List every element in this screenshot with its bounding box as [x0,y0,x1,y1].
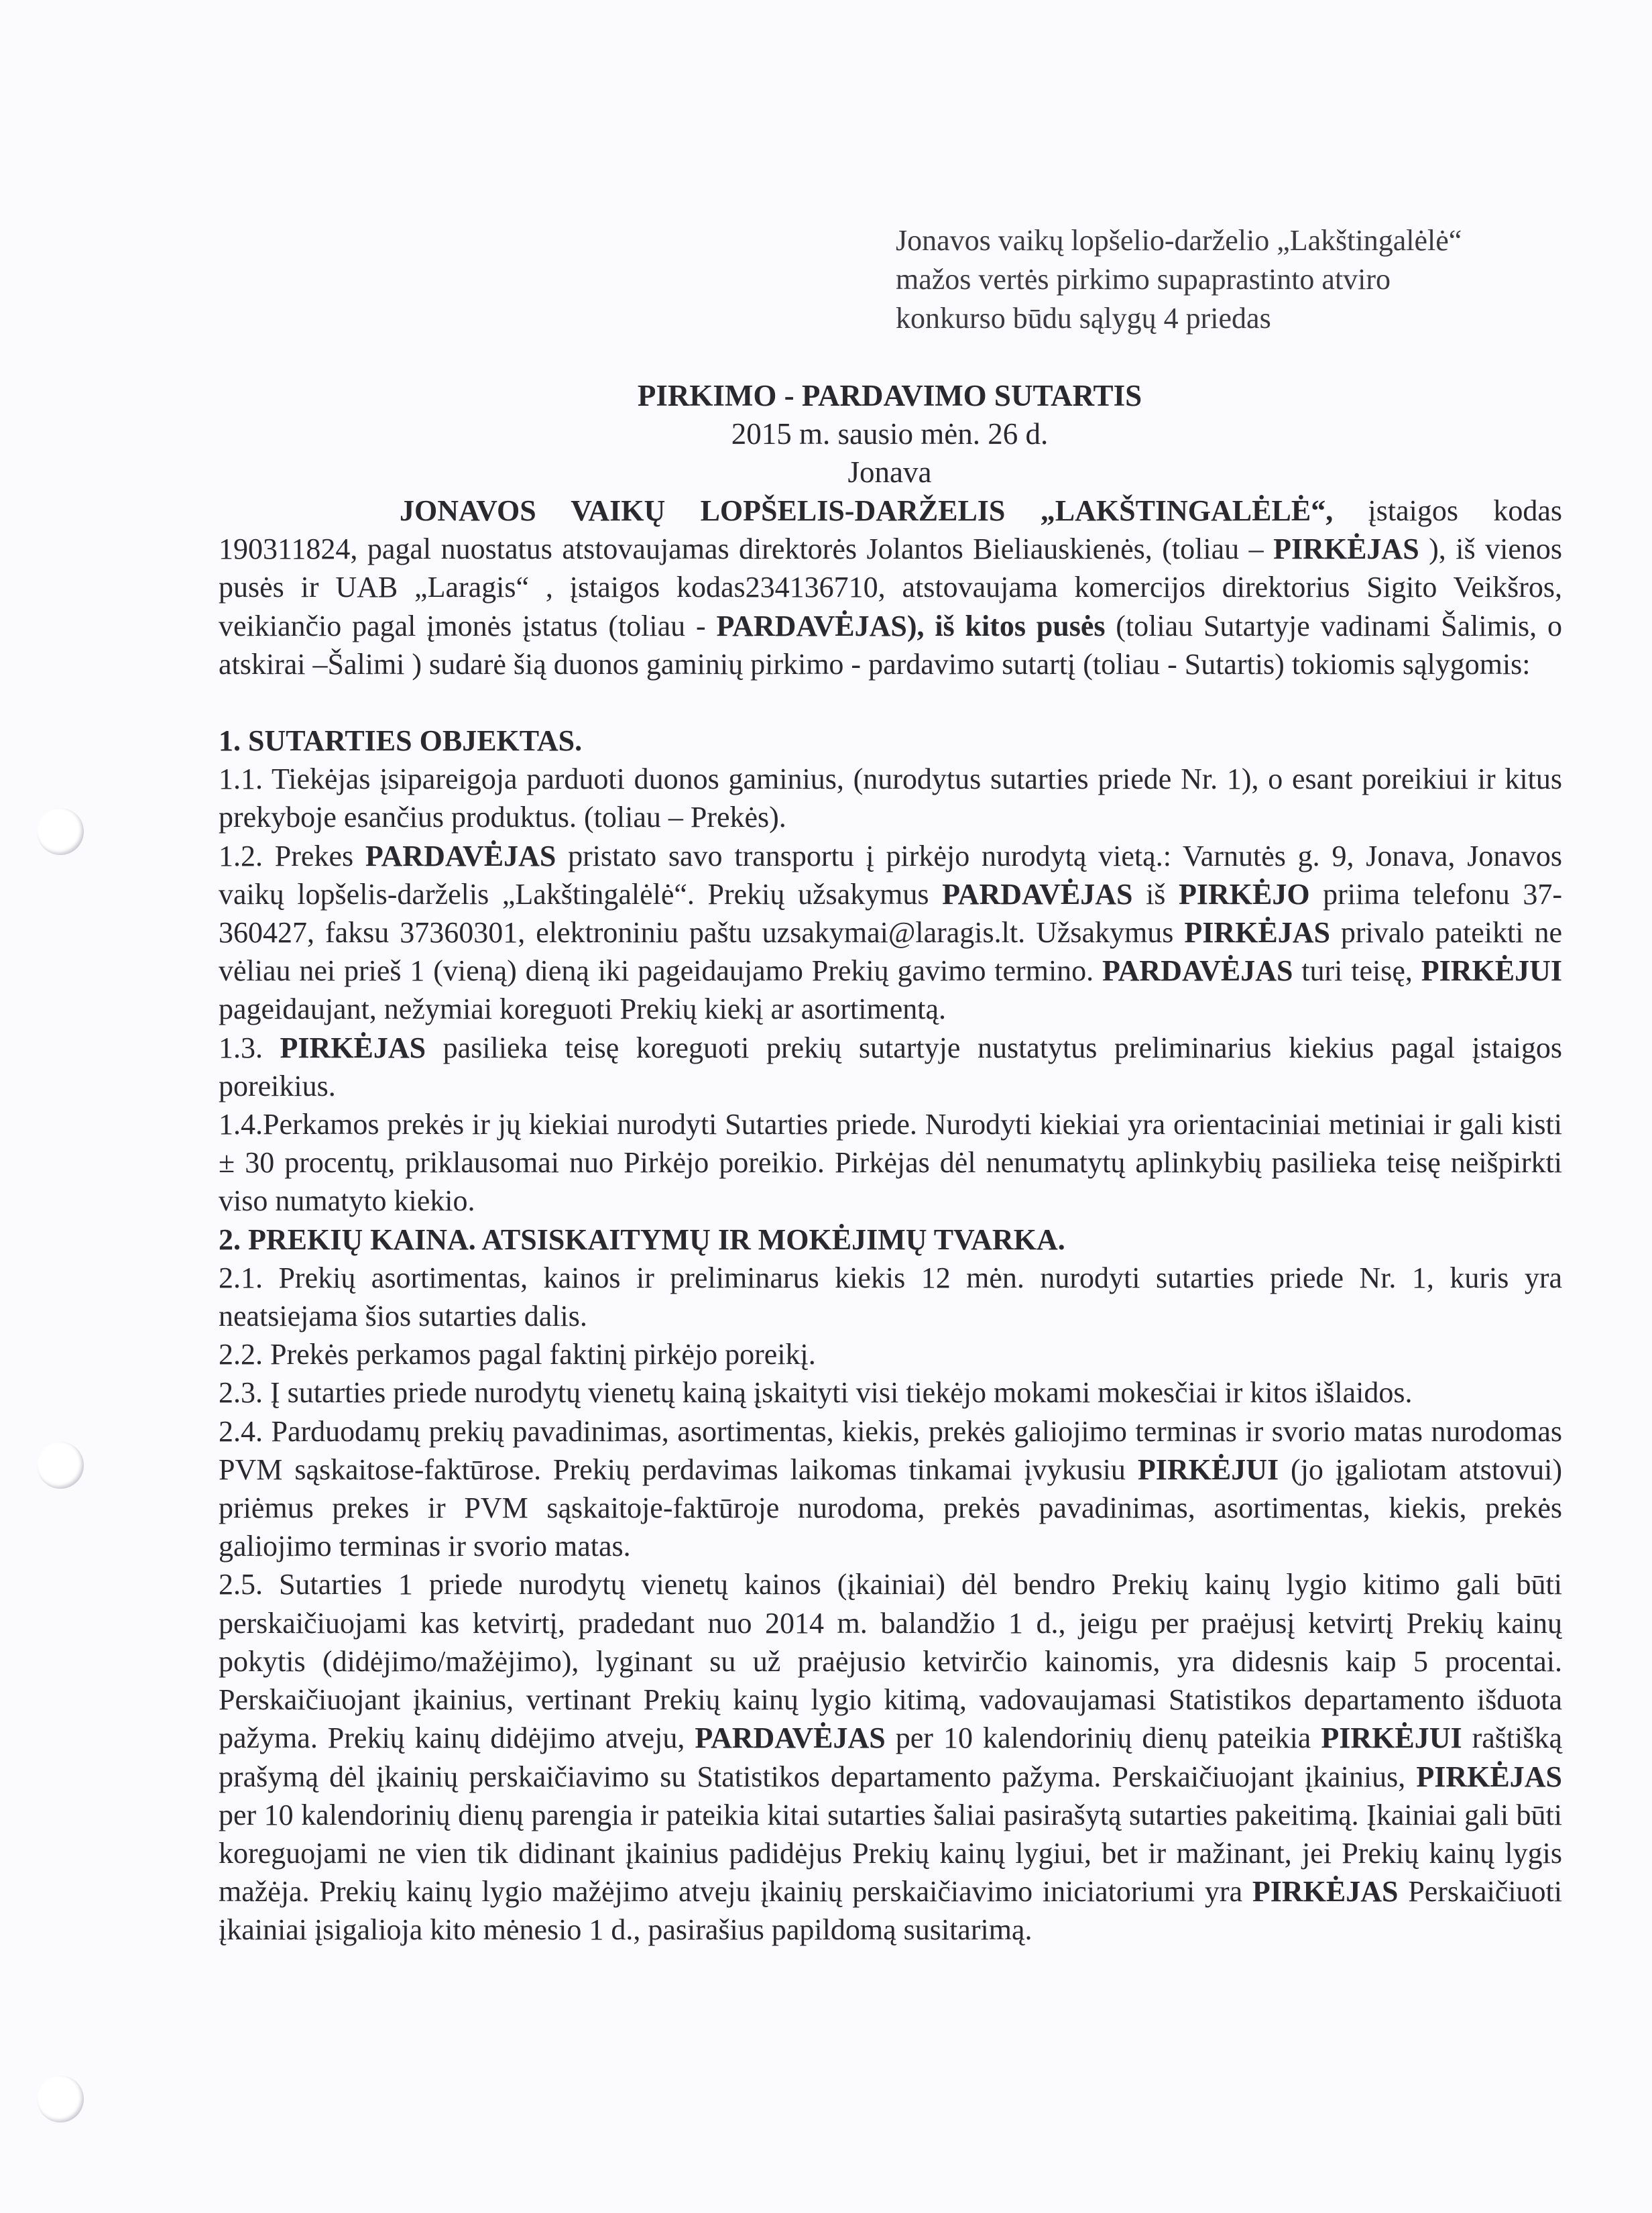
text-run: 2.3. Į sutarties priede nurodytų vienetų kainą įskaityti visi tiekėjo mokami mokesčiai ir kitos išlaidos. [219,1376,1413,1410]
bold-term: PARDAVĖJAS [942,877,1133,911]
contract-paragraph [219,1373,1562,1412]
text-run: 1.4.Perkamos prekės ir jų kiekiai nurodyti Sutarties priede. Nurodyti kiekiai yra orientaciniai metiniai ir gali kisti ± 30 procentų, priklausomai nuo Pirkėjo poreikio. Pirkėjas dėl nenumatytų aplinkybių pasilieka teisę neišpirkti viso numatyto kiekio. [219,1108,1562,1218]
contract-paragraph [219,837,1562,1029]
text-run: raštišką prašymą dėl įkainių perskaičiavimo su Statistikos departamento pažyma. Perskaičiuojant įkainius, [219,1721,1562,1793]
text-run: pageidaujant, nežymiai koreguoti Prekių kiekį ar asortimentą. [219,992,946,1026]
contract-paragraph [219,760,1562,836]
text-run: per 10 kalendorinių dienų parengia ir pateikia kitai sutarties šaliai pasirašytą sutarties pakeitimą. Įkainiai gali būti koreguojami ne vien tik didinant įkainius padidėjus Prekių kainų lygiui, bet ir mažinant, jei Prekių kainų lygis mažėja. Prekių kainų lygio mažėjimo atveju įkainių perskaičiavimo iniciatoriumi yra [219,1798,1562,1909]
text-run: per 10 kalendorinių dienų pateikia [885,1721,1321,1755]
bold-term: PIRKĖJAS [1184,916,1330,950]
contract-paragraph [219,1335,1562,1373]
annex-line: mažos vertės pirkimo supaprastinto atviro [896,263,1391,296]
bold-term: PIRKĖJAS [1273,532,1419,566]
text-run: 2.2. Prekės perkamos pagal faktinį pirkėjo poreikį. [219,1338,816,1371]
text-run: Perskaičiuoti įkainiai įsigalioja kito mėnesio 1 d., pasirašius papildomą susitarimą. [219,1875,1562,1947]
annex-note [896,221,1462,338]
bold-term: PARDAVĖJAS [1102,954,1293,988]
bold-term: PARDAVĖJAS), [716,609,925,642]
text-run: priima telefonu 37-360427, faksu 37360301, elektroniniu paštu uzsakymai@laragis.lt. Užsakymus [219,877,1562,950]
bold-term: JONAVOS VAIKŲ LOPŠELIS-DARŽELIS „LAKŠTINGALĖLĖ“, [400,494,1334,527]
contract-paragraph [219,1029,1562,1105]
document-header [0,377,1652,492]
text-run: pristato savo transportu į pirkėjo nurodytą vietą.: Varnutės g. 9, Jonava, Jonavos vaikų lopšelis-darželis „Lakštingalėlė“. Prekių užsakymus [219,839,1563,911]
text-run: privalo pateikti ne vėliau nei prieš 1 (vieną) dieną iki pageidaujamo Prekių gavimo termino. [219,916,1562,988]
punch-hole [37,2076,84,2122]
bold-term: PIRKĖJO [1179,877,1310,911]
section-heading [219,722,1562,760]
contract-paragraph [219,1412,1562,1566]
bold-term: PIRKĖJAS [1416,1760,1562,1793]
contract-paragraph [219,1565,1562,1949]
text-run: 2.5. Sutarties 1 priede nurodytų vienetų kainos (įkainiai) dėl bendro Prekių kainų lygio kitimo gali būti perskaičiuojami kas ketvirtį, pradedant nuo 2014 m. balandžio 1 d., jeigu per praėjusį ketvirtį Prekių kainų pokytis (didėjimo/mažėjimo), lyginant su už praėjusio ketvirčio kainomis, yra didesnis kaip 5 procentai. Perskaičiuojant įkainius, vertinant Prekių kainų lygio kitimą, vadovaujamasi Statistikos departamento išduota pažyma. Prekių kainų didėjimo atveju, [219,1568,1562,1755]
contract-paragraph [219,492,1562,683]
text-run: 1. SUTARTIES OBJEKTAS. [219,724,583,758]
text-run: pasilieka teisę koreguoti prekių sutartyje nustatytus preliminarius kiekius pagal įstaigos poreikius. [219,1031,1563,1102]
text-run: iš [1132,877,1179,911]
punch-hole [37,1442,84,1489]
bold-term: PIRKĖJUI [1421,954,1563,988]
text-run: 1.2. Prekes [219,839,365,872]
bold-term: iš kitos pusės [935,609,1106,642]
text-run: įstaigos kodas 190311824, pagal nuostatus atstovaujamas direktorės Jolantos Bieliauskienės, (toliau – [219,494,1562,566]
text-run: 1.1. Tiekėjas įsipareigoja parduoti duonos gaminius, (nurodytus sutarties priede Nr. 1), o esant poreikiui ir kitus prekyboje esančius produktus. (toliau – Prekės). [219,762,1562,834]
document-title: PIRKIMO - PARDAVIMO SUTARTIS [637,379,1142,412]
bold-term: PIRKĖJAS [1252,1875,1399,1909]
contract-paragraph [219,1259,1562,1335]
bold-term: PIRKĖJAS [280,1031,426,1064]
contract-paragraph [219,1105,1562,1221]
text-run [925,610,935,642]
annex-line: Jonavos vaikų lopšelio-darželio „Lakštingalėlė“ [896,224,1462,257]
text-run: 2.1. Prekių asortimentas, kainos ir preliminarus kiekis 12 mėn. nurodyti sutarties priede Nr. 1, kuris yra neatsiejama šios sutarties dalis. [219,1261,1562,1333]
document-place: Jonava [847,455,932,489]
bold-term: PARDAVĖJAS [695,1721,886,1755]
text-run: (toliau Sutartyje vadinami Šalimis, o atskirai –Šalimi ) sudarė šią duonos gaminių pirkimo - pardavimo sutartį (toliau - Sutartis) tokiomis sąlygomis: [219,609,1562,681]
text-run: 2.4. Parduodamų prekių pavadinimas, asortimentas, kiekis, prekės galiojimo terminas ir svorio matas nurodomas PVM sąskaitose-faktūrose. Prekių perdavimas laikomas tinkamai įvykusiu [219,1414,1562,1486]
punch-hole [37,808,84,855]
text-run: 1.3. [219,1031,280,1064]
text-run: 2. PREKIŲ KAINA. ATSISKAITYMŲ IR MOKĖJIMŲ TVARKA. [219,1223,1065,1256]
bold-term: PIRKĖJUI [1137,1453,1279,1486]
text-run: (jo įgaliotam atstovui) priėmus prekes ir PVM sąskaitoje-faktūroje nurodoma, prekės pavadinimas, asortimentas, kiekis, prekės galiojimo terminas ir svorio matas. [219,1453,1562,1563]
contract-body [219,492,1562,1949]
text-run: turi teisę, [1293,954,1421,988]
bold-term: PARDAVĖJAS [365,839,556,872]
bold-term: PIRKĖJUI [1321,1721,1462,1755]
text-run: ), iš vienos pusės ir UAB „Laragis“ , įstaigos kodas234136710, atstovaujama komercijos direktorius Sigito Veikšros, veikiančio pagal įmonės įstatus (toliau - [219,532,1562,642]
document-date: 2015 m. sausio mėn. 26 d. [731,417,1049,451]
annex-line: konkurso būdu sąlygų 4 priedas [896,302,1271,335]
section-heading [219,1221,1562,1259]
